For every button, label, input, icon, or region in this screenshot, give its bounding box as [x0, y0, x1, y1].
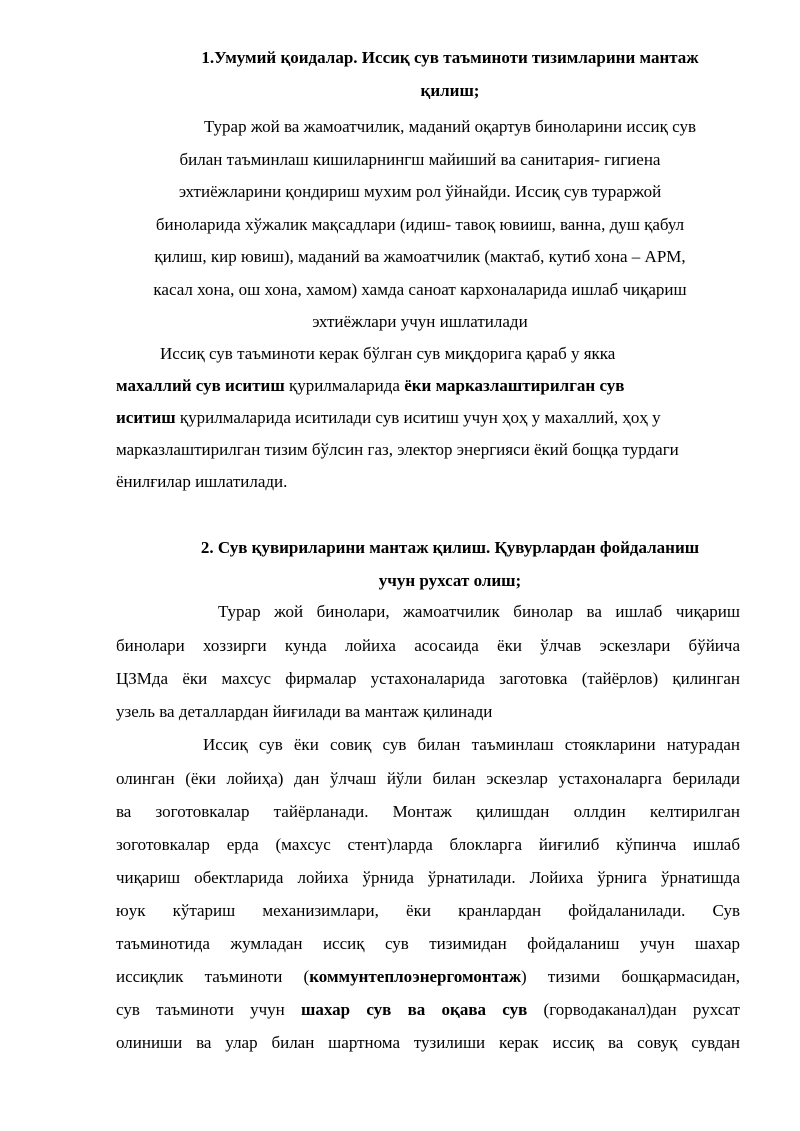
bold-term: коммунтеплоэнергомонтаж — [309, 967, 522, 986]
bold-term: махаллий сув иситиш — [116, 376, 285, 395]
section-1-paragraph-2-line-4: марказлаштирилган тизим бўлсин газ, электор энергияси ёкий бощқа турдаги — [116, 440, 679, 459]
text-run: ) тизими бошқармасидан, — [521, 967, 740, 986]
text-run: сув таъминоти учун — [116, 1000, 302, 1019]
section-1-text-line: қилиш, кир ювиш), маданий ва жамоатчилик (мактаб, кутиб хона – АРМ, — [154, 247, 686, 266]
section-1-paragraph-2-line-2 — [116, 377, 624, 397]
section-2-paragraph-1-line: Турар жой бинолари, жамоатчилик бинолар ва ишлаб чиқариш — [218, 602, 740, 621]
section-1-text-line: Турар жой ва жамоатчилик, маданий оқартув биноларини иссиқ сув — [204, 117, 696, 136]
section-2-paragraph-2-line: юук кўтариш механизимлари, ёки кранлардан фойдаланилади. Сув — [116, 901, 740, 920]
section-1-heading-line-1: 1.Умумий қоидалар. Иссиқ сув таъминоти тизимларини мантаж — [201, 48, 699, 67]
section-2-paragraph-2-line: чиқариш обектларида лойиха ўрнида ўрнатилади. Лойиха ўрнига ўрнатишда — [116, 868, 740, 887]
section-1-text-line: касал хона, ош хона, хамом) хамда саноат кархоналарида ишлаб чиқариш — [153, 280, 687, 299]
section-2-paragraph-2-line — [116, 968, 740, 988]
text-run: (горводаканал)дан рухсат — [527, 1000, 740, 1019]
section-2-paragraph-2-line: олиниши ва улар билан шартнома тузилиши керак иссиқ ва совуқ сувдан — [116, 1033, 740, 1052]
section-2-paragraph-1-line: узель ва деталлардан йиғилади ва мантаж қилинади — [116, 702, 493, 721]
text-run: иссиқлик таъминоти ( — [116, 967, 310, 986]
bold-term: шахар сув ва оқава сув — [301, 1000, 528, 1019]
section-2-paragraph-2-line: олинган (ёки лойиҳа) дан ўлчаш йўли билан эскезлар устахоналарга берилади — [116, 769, 740, 788]
text-run: қурилмаларида — [284, 376, 405, 395]
section-1-paragraph-2-line-1: Иссиқ сув таъминоти керак бўлган сув миқдорига қараб у якка — [160, 344, 616, 363]
section-2-paragraph-1-line: бинолари хоззирги кунда лойиха асосаида ёки ўлчав эскезлари бўйича — [116, 636, 740, 655]
section-2-paragraph-2-line: ва зоготовкалар тайёрланади. Монтаж қилишдан оллдин келтирилган — [116, 802, 740, 821]
bold-term: иситиш — [116, 408, 176, 427]
section-2-heading-line-2: учун рухсат олиш; — [378, 571, 522, 590]
section-2-paragraph-2-line: таъминотида жумладан иссиқ сув тизимидан фойдаланиш учун шахар — [116, 934, 740, 953]
section-1-text-line: билан таъминлаш кишиларнингш майиший ва санитария- гигиена — [179, 150, 661, 169]
section-2-paragraph-1-line: ЦЗМда ёки махсус фирмалар устахоналарида заготовка (тайёрлов) қилинган — [116, 669, 740, 688]
section-1-text-line: биноларида хўжалик мақсадлари (идиш- тавоқ ювииш, ванна, душ қабул — [155, 215, 685, 234]
section-1-heading-line-2: қилиш; — [420, 81, 480, 100]
bold-term: ёки марказлаштирилган сув — [404, 376, 625, 395]
section-2-paragraph-2-line — [116, 1001, 740, 1021]
section-1-paragraph-2-line-3 — [116, 409, 661, 429]
section-1-text-line: эхтиёжларини қондириш мухим рол ўйнайди. Иссиқ сув тураржой — [178, 182, 662, 201]
section-2-paragraph-2-line: зоготовкалар ерда (махсус стент)ларда блокларга йиғилиб кўпинча ишлаб — [116, 835, 740, 854]
section-2-heading-line-1: 2. Сув қувириларини мантаж қилиш. Қувурлардан фойдаланиш — [200, 538, 700, 557]
section-1-paragraph-2-line-5: ёнилғилар ишлатилади. — [116, 472, 288, 491]
section-2-paragraph-2-line: Иссиқ сув ёки совиқ сув билан таъминлаш стоякларини натурадан — [203, 735, 740, 754]
text-run: қурилмаларида иситилади сув иситиш учун ҳоҳ у махаллий, ҳоҳ у — [175, 408, 661, 427]
section-1-text-line: эхтиёжлари учун ишлатилади — [312, 312, 528, 331]
